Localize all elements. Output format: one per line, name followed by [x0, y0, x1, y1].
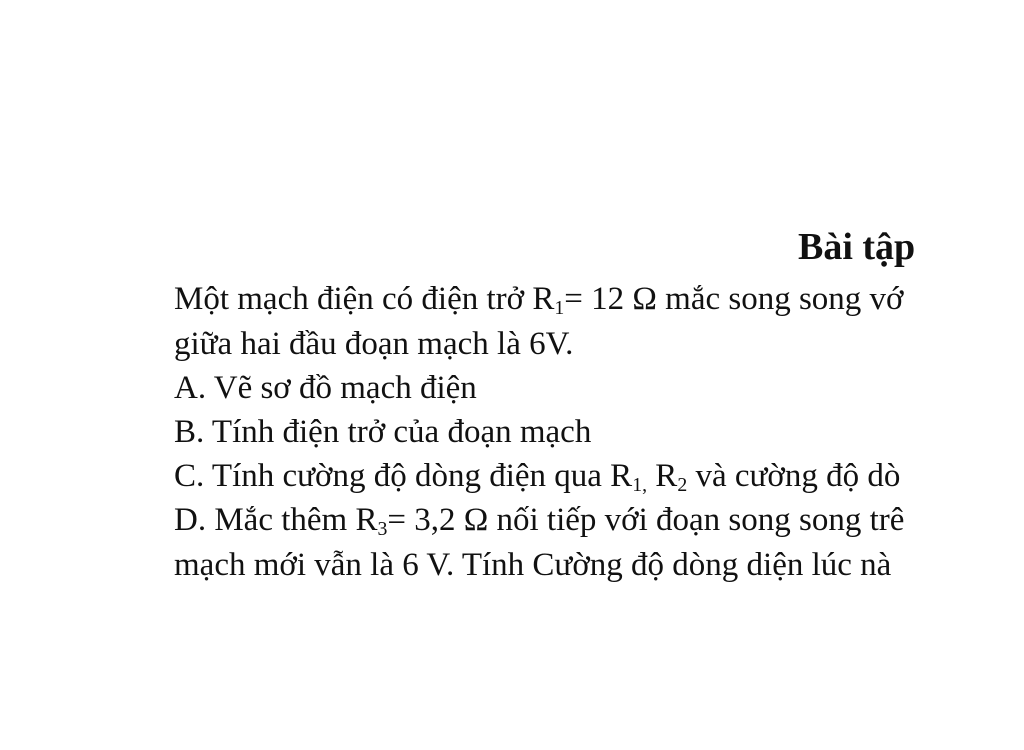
question-d-rest: = 3,2 Ω nối tiếp với đoạn song song trê: [387, 502, 905, 538]
r3-subscript: 3: [377, 517, 388, 540]
question-d: [174, 501, 904, 541]
r1-subscript: 1,: [632, 473, 648, 496]
exercise-title: Bài tập: [798, 226, 916, 268]
question-b: B. Tính điện trở của đoạn mạch: [174, 414, 592, 450]
question-c-text: C. Tính cường độ dòng điện qua R: [174, 458, 633, 494]
question-c: [174, 457, 900, 497]
question-a: A. Vẽ sơ đồ mạch điện: [174, 370, 477, 406]
r1-subscript: 1: [554, 296, 565, 319]
problem-line-1: [174, 280, 904, 320]
question-d-text: D. Mắc thêm R: [174, 502, 378, 538]
problem-line-1-text: Một mạch điện có điện trở R: [174, 281, 555, 317]
problem-line-2: giữa hai đầu đoạn mạch là 6V.: [174, 326, 574, 362]
question-c-rest: và cường độ dò: [687, 458, 901, 494]
r2-subscript: 2: [677, 473, 688, 496]
question-c-r2: R: [647, 458, 678, 494]
question-d-continued: mạch mới vẫn là 6 V. Tính Cường độ dòng diện lúc nà: [174, 547, 892, 583]
problem-line-1-rest: = 12 Ω mắc song song vớ: [564, 281, 904, 317]
